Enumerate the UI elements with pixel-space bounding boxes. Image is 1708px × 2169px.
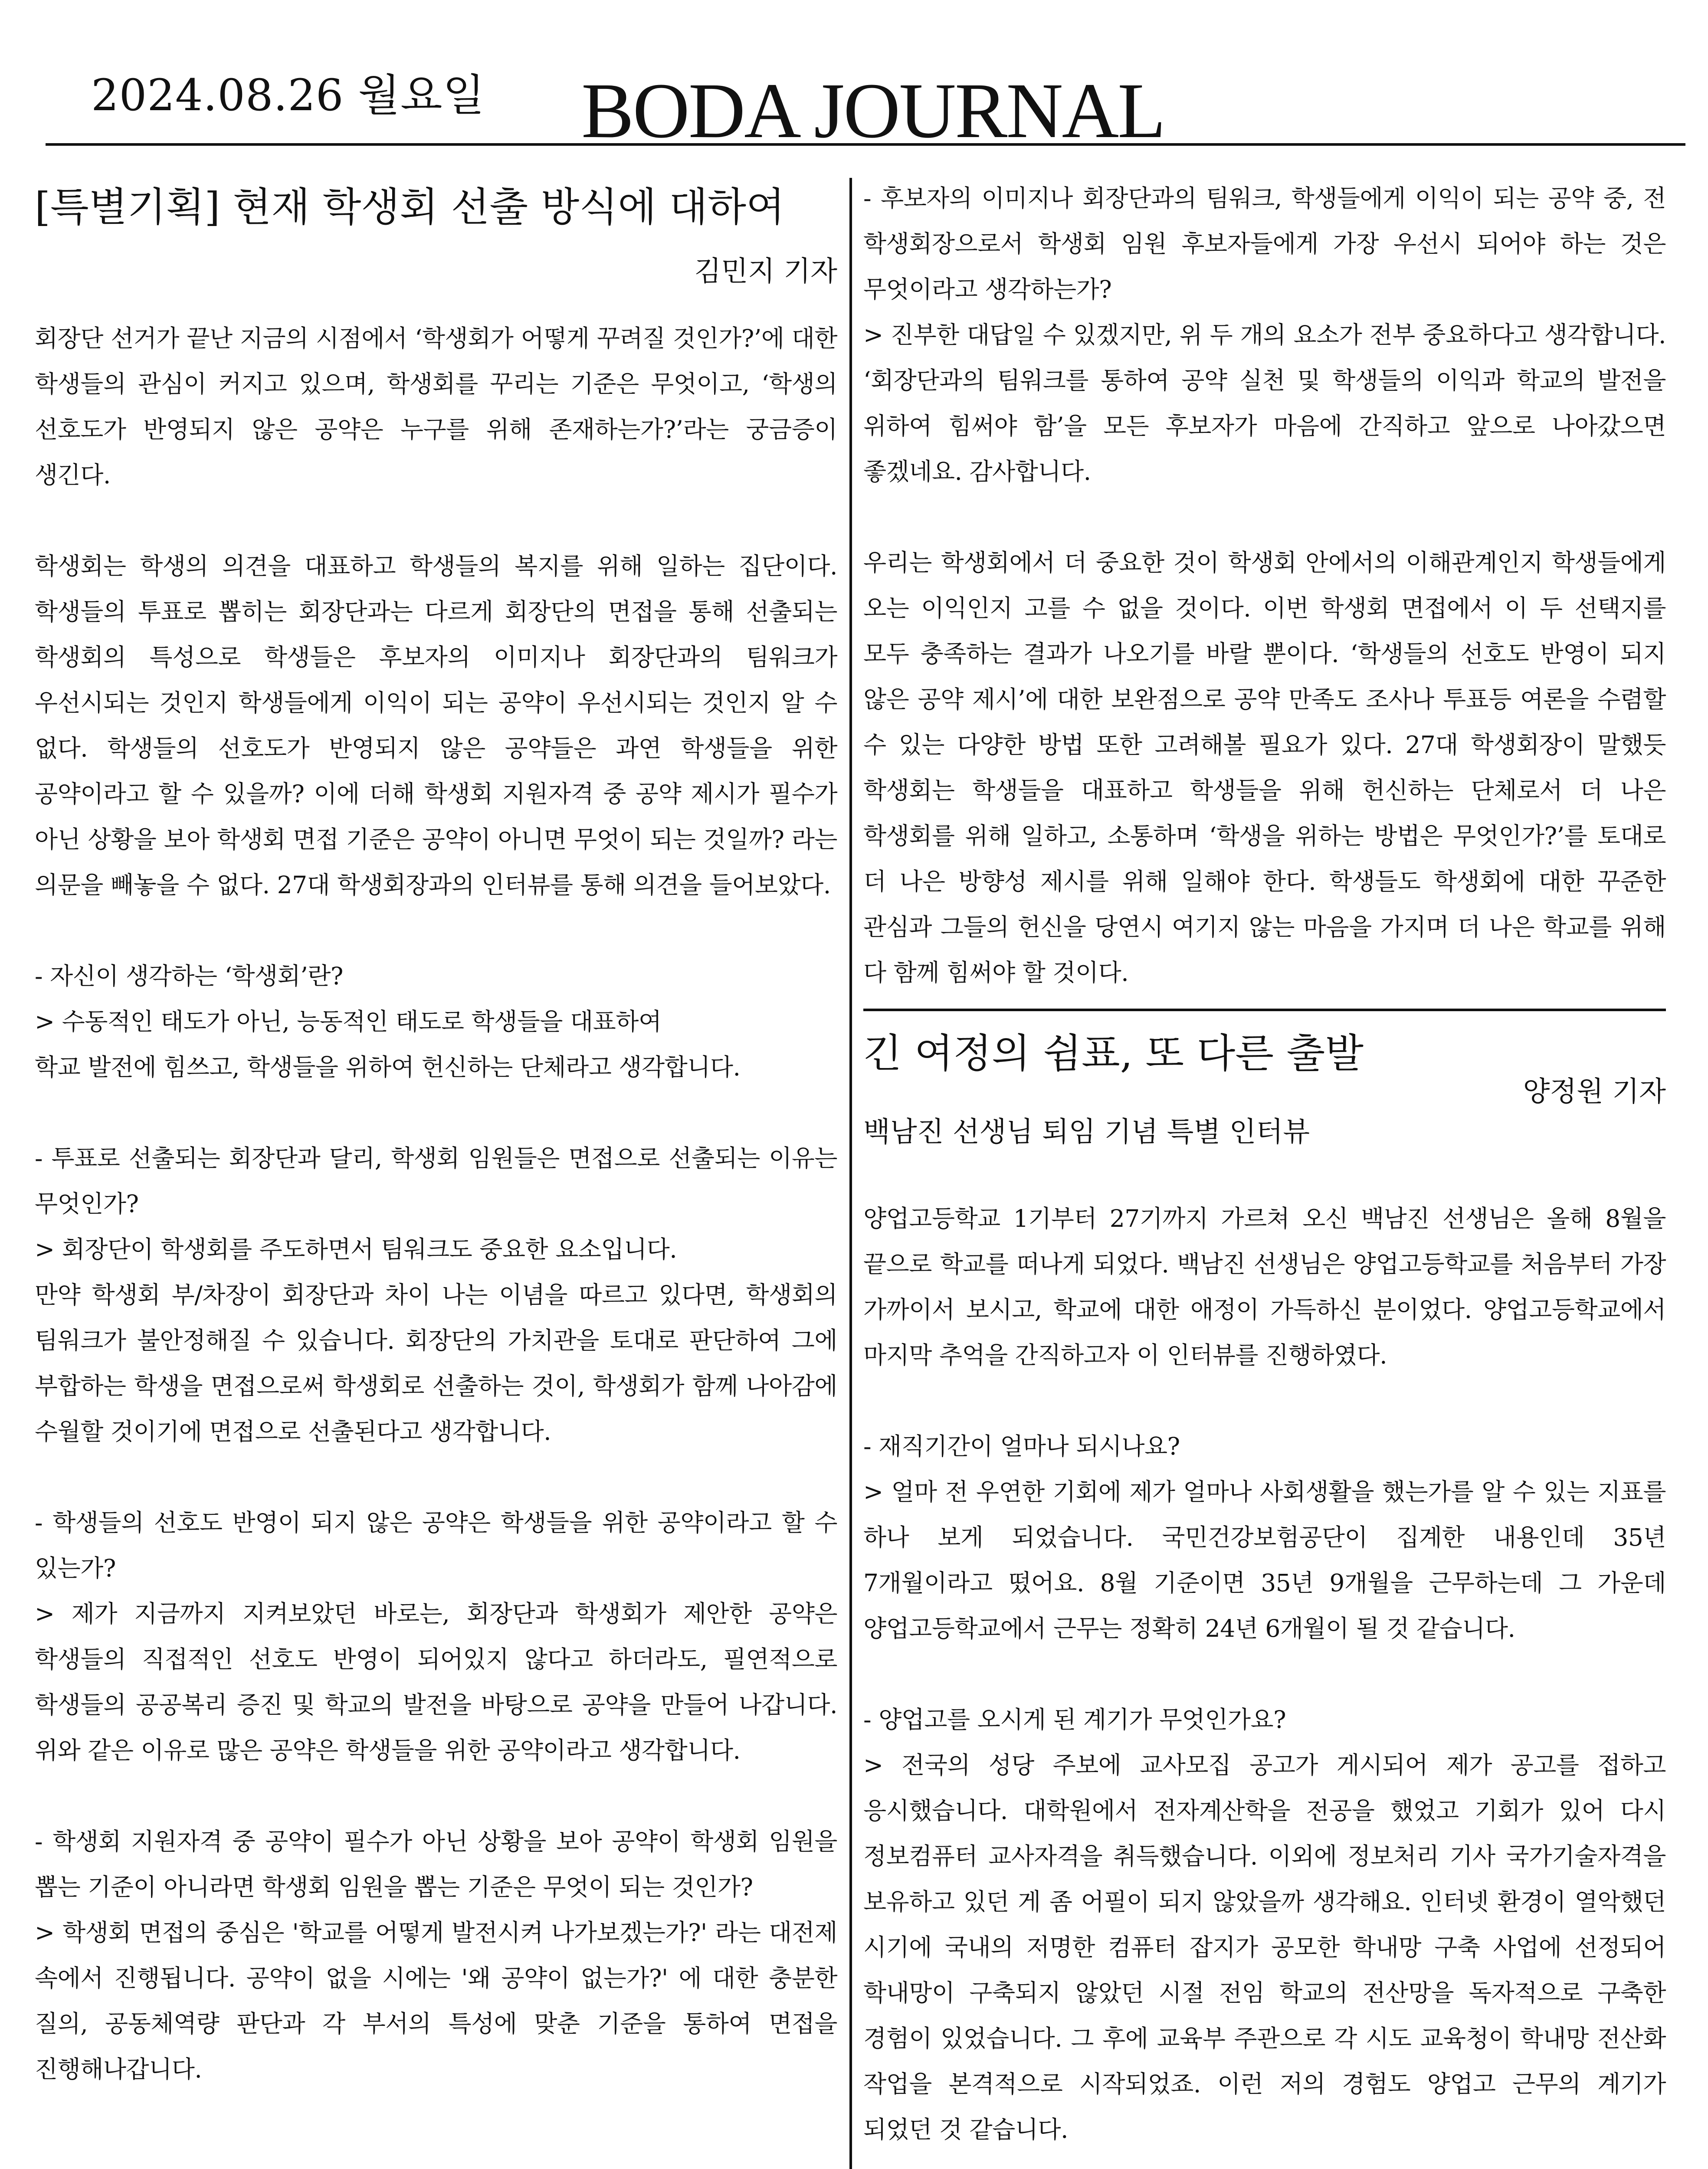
interview-answer: > 제가 지금까지 지켜보았던 바로는, 회장단과 학생회가 제안한 공약은 학생들의 직접적인 선호도 반영이 되어있지 않다고 하더라도, 필연적으로 학생들의 공공복리 증진 및 학교의 발전을 바탕으로 공약을 만들어 나갑니다. 위와 같은 이유로 많은 공약은 학생들을 위한 공약이라고 생각합니다. — [35, 1600, 837, 1765]
interview-answer: > 전국의 성당 주보에 교사모집 공고가 게시되어 제가 공고를 접하고 응시했습니다. 대학원에서 전자계산학을 전공을 했었고 기회가 있어 다시 정보컴퓨터 교사자격을 취득했습니다. 이외에 정보처리 기사 국가기술자격을 보유하고 있던 게 좀 어필이 되지 않았을까 생각해요. 인터넷 환경이 열악했던 시기에 국내의 저명한 컴퓨터 잡지가 공모한 학내망 구축 사업에 선정되어 학내망이 구축되지 않았던 시절 전임 학교의 전산망을 독자적으로 구축한 경험이 있었습니다. 그 후에 교육부 주관으로 각 시도 교육청이 학내망 전산화 작업을 본격적으로 시작되었죠. 이런 저의 경험도 양업고 근무의 계기가 되었던 것 같습니다. — [863, 1751, 1666, 2144]
article-byline: 김민지 기자 — [694, 256, 837, 288]
interview-answer: 만약 학생회 부/차장이 회장단과 차이 나는 이념을 따르고 있다면, 학생회의 팀워크가 불안정해질 수 있습니다. 회장단의 가치관을 토대로 판단하여 그에 부합하는 학생을 면접으로써 학생회로 선출하는 것이, 학생회가 함께 나아감에 수월할 것이기에 면접으로 선출된다고 생각합니다. — [35, 1281, 837, 1446]
interview-answer: > 수동적인 태도가 아닌, 능동적인 태도로 학생들을 대표하여 — [35, 1008, 662, 1036]
article-subtitle: 백남진 선생님 퇴임 기념 특별 인터뷰 — [863, 1116, 1310, 1149]
interview-question: - 투표로 선출되는 회장단과 달리, 학생회 임원들은 면접으로 선출되는 이유는 무엇인가? — [35, 1144, 837, 1218]
interview-answer: > 진부한 대답일 수 있겠지만, 위 두 개의 요소가 전부 중요하다고 생각합니다. ‘회장단과의 팀워크를 통하여 공약 실천 및 학생들의 이익과 학교의 발전을 위하여 힘써야 함’을 모든 후보자가 마음에 간직하고 앞으로 나아갔으면 좋겠네요. 감사합니다. — [863, 321, 1666, 485]
article-conclusion: 우리는 학생회에서 더 중요한 것이 학생회 안에서의 이해관계인지 학생들에게 오는 이익인지 고를 수 없을 것이다. 이번 학생회 면접에서 이 두 선택지를 모두 충족하는 결과가 나오기를 바랄 뿐이다. ‘학생들의 선호도 반영이 되지 않은 공약 제시’에 대한 보완점으로 공약 만족도 조사나 투표등 여론을 수렴할 수 있는 다양한 방법 또한 고려해볼 필요가 있다. 27대 학생회장이 말했듯 학생회는 학생들을 대표하고 학생들을 위해 헌신하는 단체로서 더 나은 학생회를 위해 일하고, 소통하며 ‘학생을 위하는 방법은 무엇인가?’를 토대로 더 나은 방향성 제시를 위해 일해야 한다. 학생들도 학생회에 대한 꾸준한 관심과 그들의 헌신을 당연시 여기지 않는 마음을 가지며 더 나은 학교를 위해 다 함께 힘써야 할 것이다. — [863, 549, 1666, 986]
masthead-rule — [46, 143, 1685, 146]
article-intro: 회장단 선거가 끝난 지금의 시점에서 ‘학생회가 어떻게 꾸려질 것인가?’에 대한 학생들의 관심이 커지고 있으며, 학생회를 꾸리는 기준은 무엇이고, ‘학생의 선호도가 반영되지 않은 공약은 누구를 위해 존재하는가?’라는 궁금증이 생긴다. — [35, 324, 837, 489]
article-headline: [특별기획] 현재 학생회 선출 방식에 대하여 — [35, 184, 785, 230]
article-retirement-interview — [863, 1029, 1666, 2153]
interview-answer: 학교 발전에 힘쓰고, 학생들을 위하여 헌신하는 단체라고 생각합니다. — [35, 1053, 741, 1081]
interview-question: - 학생들의 선호도 반영이 되지 않은 공약은 학생들을 위한 공약이라고 할 수 있는가? — [35, 1509, 837, 1583]
column-divider — [849, 178, 852, 2169]
issue-date: 2024.08.26 월요일 — [91, 70, 485, 121]
article-separator — [863, 1009, 1666, 1011]
interview-answer: > 학생회 면접의 중심은 '학교를 어떻게 발전시켜 나가보겠는가?' 라는 대전제 속에서 진행됩니다. 공약이 없을 시에는 '왜 공약이 없는가?' 에 대한 충분한 질의, 공동체역량 판단과 각 부서의 특성에 맞춘 기준을 통하여 면접을 진행해나갑니다. — [35, 1919, 837, 2084]
article-body: 학생회는 학생의 의견을 대표하고 학생들의 복지를 위해 일하는 집단이다. 학생들의 투표로 뽑히는 회장단과는 다르게 회장단의 면접을 통해 선출되는 학생회의 특성으로 학생들은 후보자의 이미지나 회장단과의 팀워크가 우선시되는 것인지 학생들에게 이익이 되는 공약이 우선시되는 것인지 알 수 없다. 학생들의 선호도가 반영되지 않은 공약들은 과연 학생들을 위한 공약이라고 할 수 있을까? 이에 더해 학생회 지원자격 중 공약 제시가 필수가 아닌 상황을 보아 학생회 면접 기준은 공약이 아니면 무엇이 되는 것일까? 라는 의문을 빼놓을 수 없다. 27대 학생회장과의 인터뷰를 통해 의견을 들어보았다. — [35, 552, 837, 899]
masthead — [0, 0, 1708, 154]
interview-question: - 재직기간이 얼마나 되시나요? — [863, 1432, 1180, 1461]
article-student-council — [35, 176, 837, 2092]
interview-question: - 학생회 지원자격 중 공약이 필수가 아닌 상황을 보아 공약이 학생회 임원을 뽑는 기준이 아니라면 학생회 임원을 뽑는 기준은 무엇이 되는 것인가? — [35, 1828, 837, 1901]
newspaper-title: BODA JOURNAL — [581, 67, 1165, 154]
article-byline: 양정원 기자 — [1523, 1076, 1666, 1108]
interview-answer: > 얼마 전 우연한 기회에 제가 얼마나 사회생활을 했는가를 알 수 있는 지표를 하나 보게 되었습니다. 국민건강보험공단이 집계한 내용인데 35년 7개월이라고 떴어요. 8월 기준이면 35년 9개월을 근무하는데 그 가운데 양업고등학교에서 근무는 정확히 24년 6개월이 될 것 같습니다. — [863, 1478, 1666, 1643]
interview-question: - 양업고를 오시게 된 계기가 무엇인가요? — [863, 1706, 1286, 1734]
interview-answer: > 회장단이 학생회를 주도하면서 팀워크도 중요한 요소입니다. — [35, 1235, 677, 1264]
interview-question: - 후보자의 이미지나 회장단과의 팀워크, 학생들에게 이익이 되는 공약 중, 전 학생회장으로서 학생회 임원 후보자들에게 가장 우선시 되어야 하는 것은 무엇이라고 생각하는가? — [863, 184, 1666, 303]
article-headline: 긴 여정의 쉼표, 또 다른 출발 — [863, 1030, 1364, 1077]
article-intro: 양업고등학교 1기부터 27기까지 가르쳐 오신 백남진 선생님은 올해 8월을 끝으로 학교를 떠나게 되었다. 백남진 선생님은 양업고등학교를 처음부터 가장 가까이서 보시고, 학교에 대한 애정이 가득하신 분이었다. 양업고등학교에서 마지막 추억을 간직하고자 이 인터뷰를 진행하였다. — [863, 1205, 1666, 1370]
right-column — [863, 176, 1666, 2153]
interview-question: - 자신이 생각하는 ‘학생회’란? — [35, 962, 343, 990]
